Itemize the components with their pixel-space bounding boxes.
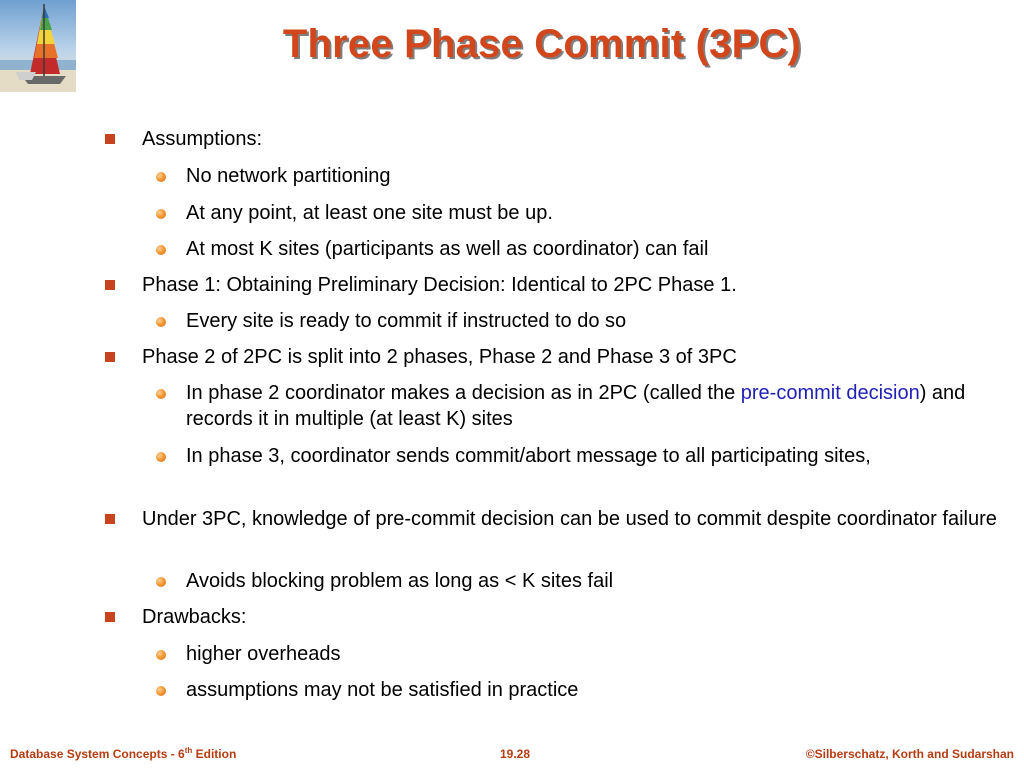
sailboat-logo-icon: [0, 0, 76, 92]
bullet-text: Phase 1: Obtaining Preliminary Decision: Identical to 2PC Phase 1.: [142, 274, 737, 296]
sub-bullet-text: At most K sites (participants as well as coordinator) can fail: [186, 238, 709, 260]
bullet-text: Assumptions:: [142, 128, 263, 150]
slide-footer: [0, 744, 1024, 764]
round-bullet-icon: [156, 389, 166, 399]
sub-bullet: [186, 380, 994, 432]
sub-bullet: [186, 641, 994, 667]
sub-bullet-text-before: In phase 2 coordinator makes a decision as in 2PC (called the: [186, 382, 741, 404]
round-bullet-icon: [156, 317, 166, 327]
sub-bullet-text: assumptions may not be satisfied in practice: [186, 679, 579, 701]
sub-bullet-text: higher overheads: [186, 643, 341, 665]
round-bullet-icon: [156, 577, 166, 587]
sub-bullet-text: No network partitioning: [186, 165, 391, 187]
bullet-phase-2: [142, 344, 1002, 370]
square-bullet-icon: [105, 612, 115, 622]
pre-commit-decision-term: pre-commit decision: [740, 382, 920, 404]
round-bullet-icon: [156, 245, 166, 255]
round-bullet-icon: [156, 172, 166, 182]
footer-edition-superscript: th: [184, 746, 193, 755]
bullet-text: Phase 2 of 2PC is split into 2 phases, Phase 2 and Phase 3 of 3PC: [142, 346, 737, 368]
footer-copyright: ©Silberschatz, Korth and Sudarshan: [805, 747, 1014, 761]
bullet-drawbacks: [142, 604, 1002, 630]
round-bullet-icon: [156, 650, 166, 660]
sub-bullet-text: In phase 3, coordinator sends commit/abort message to all participating sites,: [186, 445, 871, 467]
sub-bullet-text: Avoids blocking problem as long as < K sites fail: [186, 570, 614, 592]
sub-bullet: [186, 677, 994, 703]
footer-slide-number: 19.28: [500, 747, 531, 761]
square-bullet-icon: [105, 280, 115, 290]
slide-title: Three Phase Commit (3PC): [282, 22, 802, 66]
footer-book-title-text: Database System Concepts - 6: [10, 747, 185, 761]
footer-book-title: [10, 744, 236, 764]
bullet-under-3pc: [142, 506, 1002, 532]
round-bullet-icon: [156, 209, 166, 219]
round-bullet-icon: [156, 686, 166, 696]
sub-bullet: [186, 163, 994, 189]
sub-bullet: [186, 200, 994, 226]
round-bullet-icon: [156, 452, 166, 462]
sub-bullet: [186, 568, 994, 594]
footer-edition-text: Edition: [192, 747, 237, 761]
bullet-phase-1: [142, 272, 1002, 298]
square-bullet-icon: [105, 352, 115, 362]
sub-bullet-text: At any point, at least one site must be up.: [186, 202, 553, 224]
square-bullet-icon: [105, 514, 115, 524]
sub-bullet: [186, 443, 994, 469]
sub-bullet: [186, 308, 994, 334]
bullet-text: Drawbacks:: [142, 606, 247, 628]
bullet-text: Under 3PC, knowledge of pre-commit decision can be used to commit despite coordinator failure: [142, 508, 997, 530]
sub-bullet-text: Every site is ready to commit if instructed to do so: [186, 310, 627, 332]
sub-bullet: [186, 236, 994, 262]
bullet-assumptions: [142, 126, 1002, 152]
square-bullet-icon: [105, 134, 115, 144]
sub-bullet-text-after: ) and records it in multiple (at least K) sites: [186, 382, 966, 430]
